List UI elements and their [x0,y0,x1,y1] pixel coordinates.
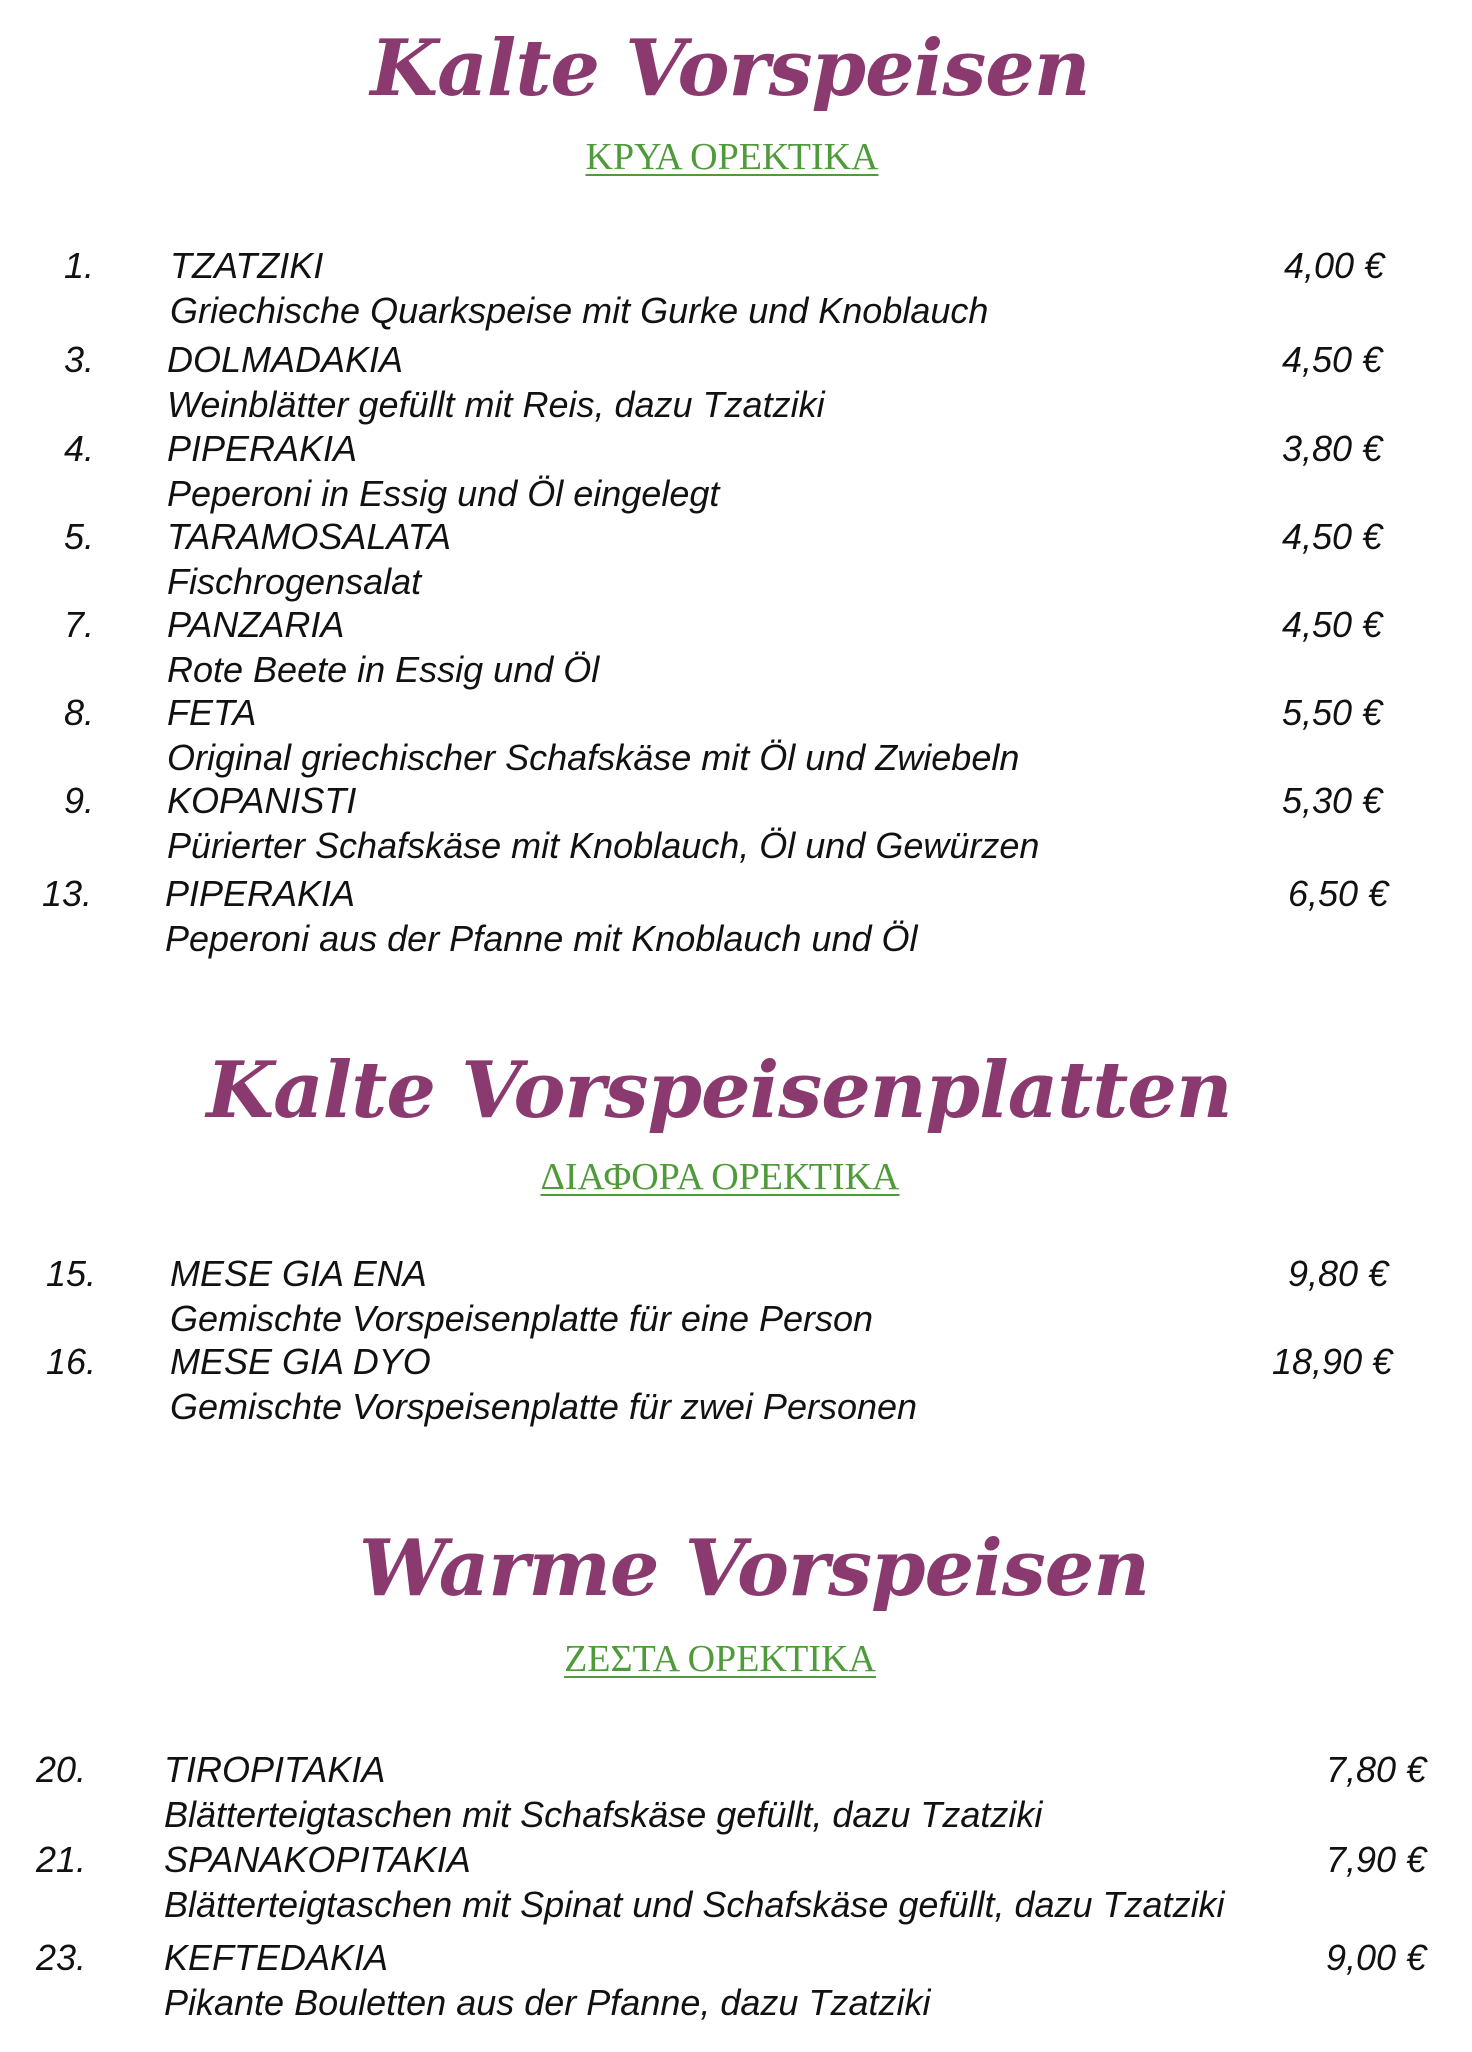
menu-item [0,339,1472,432]
item-number: 9. [64,780,95,821]
menu-item [0,516,1472,609]
menu-item [0,245,1472,338]
item-name: KEFTEDAKIA [164,1937,389,1978]
menu-item [0,692,1472,785]
item-description: Gemischte Vorspeisenplatte für eine Person [170,1298,874,1339]
item-name: MESE GIA DYO [170,1341,431,1382]
item-price: 5,50 € [1282,692,1383,733]
item-price: 7,80 € [1326,1749,1427,1790]
item-description: Blätterteigtaschen mit Spinat und Schafskäse gefüllt, dazu Tzatziki [164,1884,1225,1925]
item-name: PIPERAKIA [167,428,358,469]
item-description: Weinblätter gefüllt mit Reis, dazu Tzatziki [167,384,825,425]
item-number: 1. [64,245,95,286]
item-number: 16. [46,1341,97,1382]
item-name: PIPERAKIA [165,873,356,914]
item-description: Gemischte Vorspeisenplatte für zwei Personen [170,1386,918,1427]
item-name: MESE GIA ENA [170,1253,427,1294]
item-description: Blätterteigtaschen mit Schafskäse gefüllt, dazu Tzatziki [164,1794,1043,1835]
item-number: 21. [36,1839,87,1880]
menu-item [0,1749,1472,1842]
item-name: KOPANISTI [167,780,357,821]
section-subtitle-kalte-vorspeisen: ΚΡΥΑ ΟΡΕΚΤΙΚΑ [585,136,879,178]
item-name: TIROPITAKIA [164,1749,386,1790]
item-name: DOLMADAKIA [167,339,404,380]
menu-item [0,1253,1472,1346]
item-name: SPANAKOPITAKIA [164,1839,471,1880]
item-name: PANZARIA [167,604,345,645]
item-price: 4,50 € [1282,516,1383,557]
item-number: 13. [42,873,93,914]
item-price: 9,80 € [1288,1253,1389,1294]
item-name: TARAMOSALATA [167,516,452,557]
item-price: 18,90 € [1272,1341,1393,1382]
menu-item [0,873,1472,966]
section-subtitle-warme-vorspeisen: ΖΕΣΤΑ ΟΡΕΚΤΙΚΑ [564,1638,876,1680]
menu-item [0,604,1472,697]
item-description: Peperoni aus der Pfanne mit Knoblauch und Öl [165,918,918,959]
item-price: 3,80 € [1282,428,1383,469]
item-description: Pürierter Schafskäse mit Knoblauch, Öl und Gewürzen [167,825,1040,866]
item-number: 5. [64,516,95,557]
item-number: 20. [36,1749,87,1790]
item-description: Rote Beete in Essig und Öl [167,649,600,690]
item-number: 7. [64,604,95,645]
item-description: Peperoni in Essig und Öl eingelegt [167,473,720,514]
section-subtitle-kalte-vorspeisenplatten: ΔΙΑΦΟΡΑ ΟΡΕΚΤΙΚΑ [540,1156,900,1198]
section-title-warme-vorspeisen: Warme Vorspeisen [358,1523,1150,1614]
item-price: 6,50 € [1288,873,1389,914]
item-price: 7,90 € [1326,1839,1427,1880]
menu-item [0,428,1472,521]
item-description: Pikante Bouletten aus der Pfanne, dazu Tzatziki [164,1982,931,2023]
menu-item [0,780,1472,873]
item-description: Griechische Quarkspeise mit Gurke und Knoblauch [170,290,989,331]
menu-item [0,1839,1472,1932]
item-number: 8. [64,692,95,733]
item-number: 15. [46,1253,97,1294]
section-title-kalte-vorspeisenplatten: Kalte Vorspeisenplatten [206,1045,1232,1136]
section-title-kalte-vorspeisen: Kalte Vorspeisen [370,23,1090,114]
item-number: 23. [36,1937,87,1978]
item-description: Original griechischer Schafskäse mit Öl und Zwiebeln [167,737,1020,778]
item-price: 9,00 € [1326,1937,1427,1978]
menu-item [0,1937,1472,2030]
menu-item [0,1341,1472,1434]
item-number: 4. [64,428,95,469]
item-price: 4,00 € [1284,245,1385,286]
item-name: FETA [167,692,257,733]
item-price: 4,50 € [1282,339,1383,380]
item-price: 5,30 € [1282,780,1383,821]
item-name: TZATZIKI [170,245,324,286]
item-number: 3. [64,339,95,380]
item-price: 4,50 € [1282,604,1383,645]
item-description: Fischrogensalat [167,561,422,602]
